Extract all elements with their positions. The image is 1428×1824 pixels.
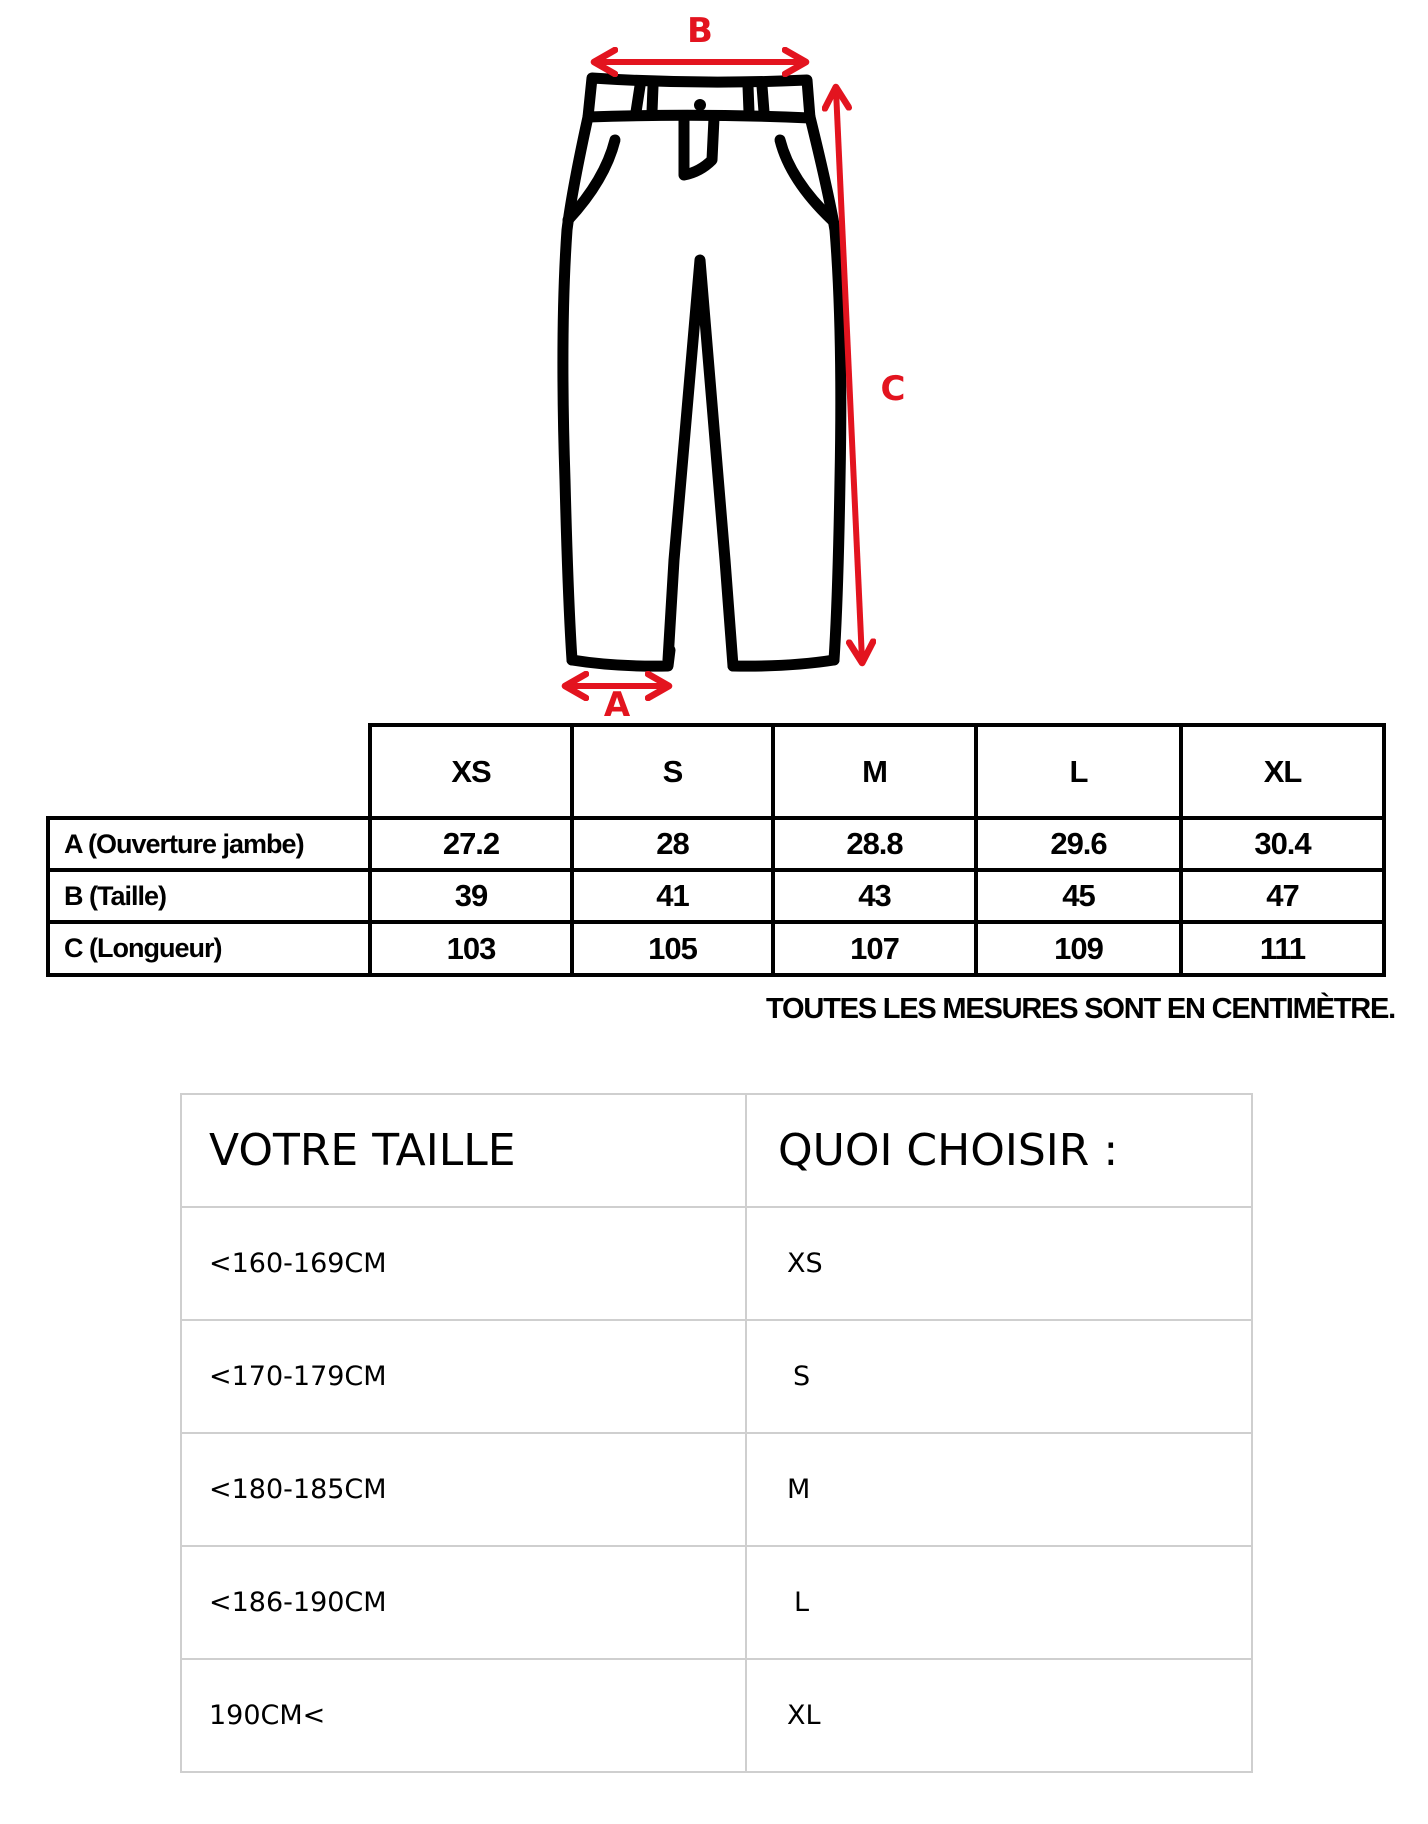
table-row <box>181 1659 1252 1772</box>
cell-value: 103 <box>368 920 574 977</box>
cell-value: 41 <box>570 868 775 924</box>
size-header-s: S <box>570 723 775 820</box>
cell-value: 47 <box>1179 868 1386 924</box>
reco-size: XL <box>787 1700 821 1731</box>
size-header-l: L <box>974 723 1183 820</box>
cell-value: 27.2 <box>368 816 574 872</box>
size-header-row <box>372 727 1386 820</box>
row-label-leg-opening: A (Ouverture jambe) <box>46 816 372 872</box>
pants-measurement-diagram <box>0 0 1428 730</box>
table-row <box>50 820 1386 872</box>
cell-value: 45 <box>974 868 1183 924</box>
reco-size: XS <box>787 1248 823 1279</box>
cell-value: 28 <box>570 816 775 872</box>
size-header-m: M <box>771 723 978 820</box>
length-label: C <box>880 369 906 409</box>
row-label-length: C (Longueur) <box>46 920 372 977</box>
size-header-xs: XS <box>368 723 574 820</box>
leg-opening-label: A <box>603 685 631 725</box>
cell-value: 107 <box>771 920 978 977</box>
cell-value: 30.4 <box>1179 816 1386 872</box>
reco-height: <170-179CM <box>209 1361 387 1392</box>
reco-header-height: VOTRE TAILLE <box>209 1125 516 1176</box>
cell-value: 39 <box>368 868 574 924</box>
cell-value: 43 <box>771 868 978 924</box>
size-header-xl: XL <box>1179 723 1386 820</box>
table-row <box>50 924 1386 977</box>
measurement-unit-note: TOUTES LES MESURES SONT EN CENTIMÈTRE. <box>766 993 1395 1025</box>
table-row <box>181 1546 1252 1659</box>
pants-icon <box>563 78 841 666</box>
waist-label: B <box>687 11 713 51</box>
reco-height: 190CM< <box>209 1700 326 1731</box>
cell-value: 29.6 <box>974 816 1183 872</box>
reco-height: <180-185CM <box>209 1474 387 1505</box>
table-row <box>181 1207 1252 1320</box>
reco-size: M <box>787 1474 811 1505</box>
reco-size: S <box>793 1361 811 1392</box>
reco-height: <186-190CM <box>209 1587 387 1618</box>
reco-header-row <box>181 1094 1252 1207</box>
table-row <box>181 1320 1252 1433</box>
table-row <box>181 1433 1252 1546</box>
reco-header-choice: QUOI CHOISIR : <box>778 1125 1119 1176</box>
row-label-waist: B (Taille) <box>46 868 372 924</box>
cell-value: 111 <box>1179 920 1386 977</box>
size-recommendation-table <box>180 1093 1253 1773</box>
cell-value: 28.8 <box>771 816 978 872</box>
reco-size: L <box>794 1587 810 1618</box>
cell-value: 105 <box>570 920 775 977</box>
cell-value: 109 <box>974 920 1183 977</box>
button-icon <box>694 99 706 111</box>
reco-height: <160-169CM <box>209 1248 387 1279</box>
table-row <box>50 872 1386 924</box>
